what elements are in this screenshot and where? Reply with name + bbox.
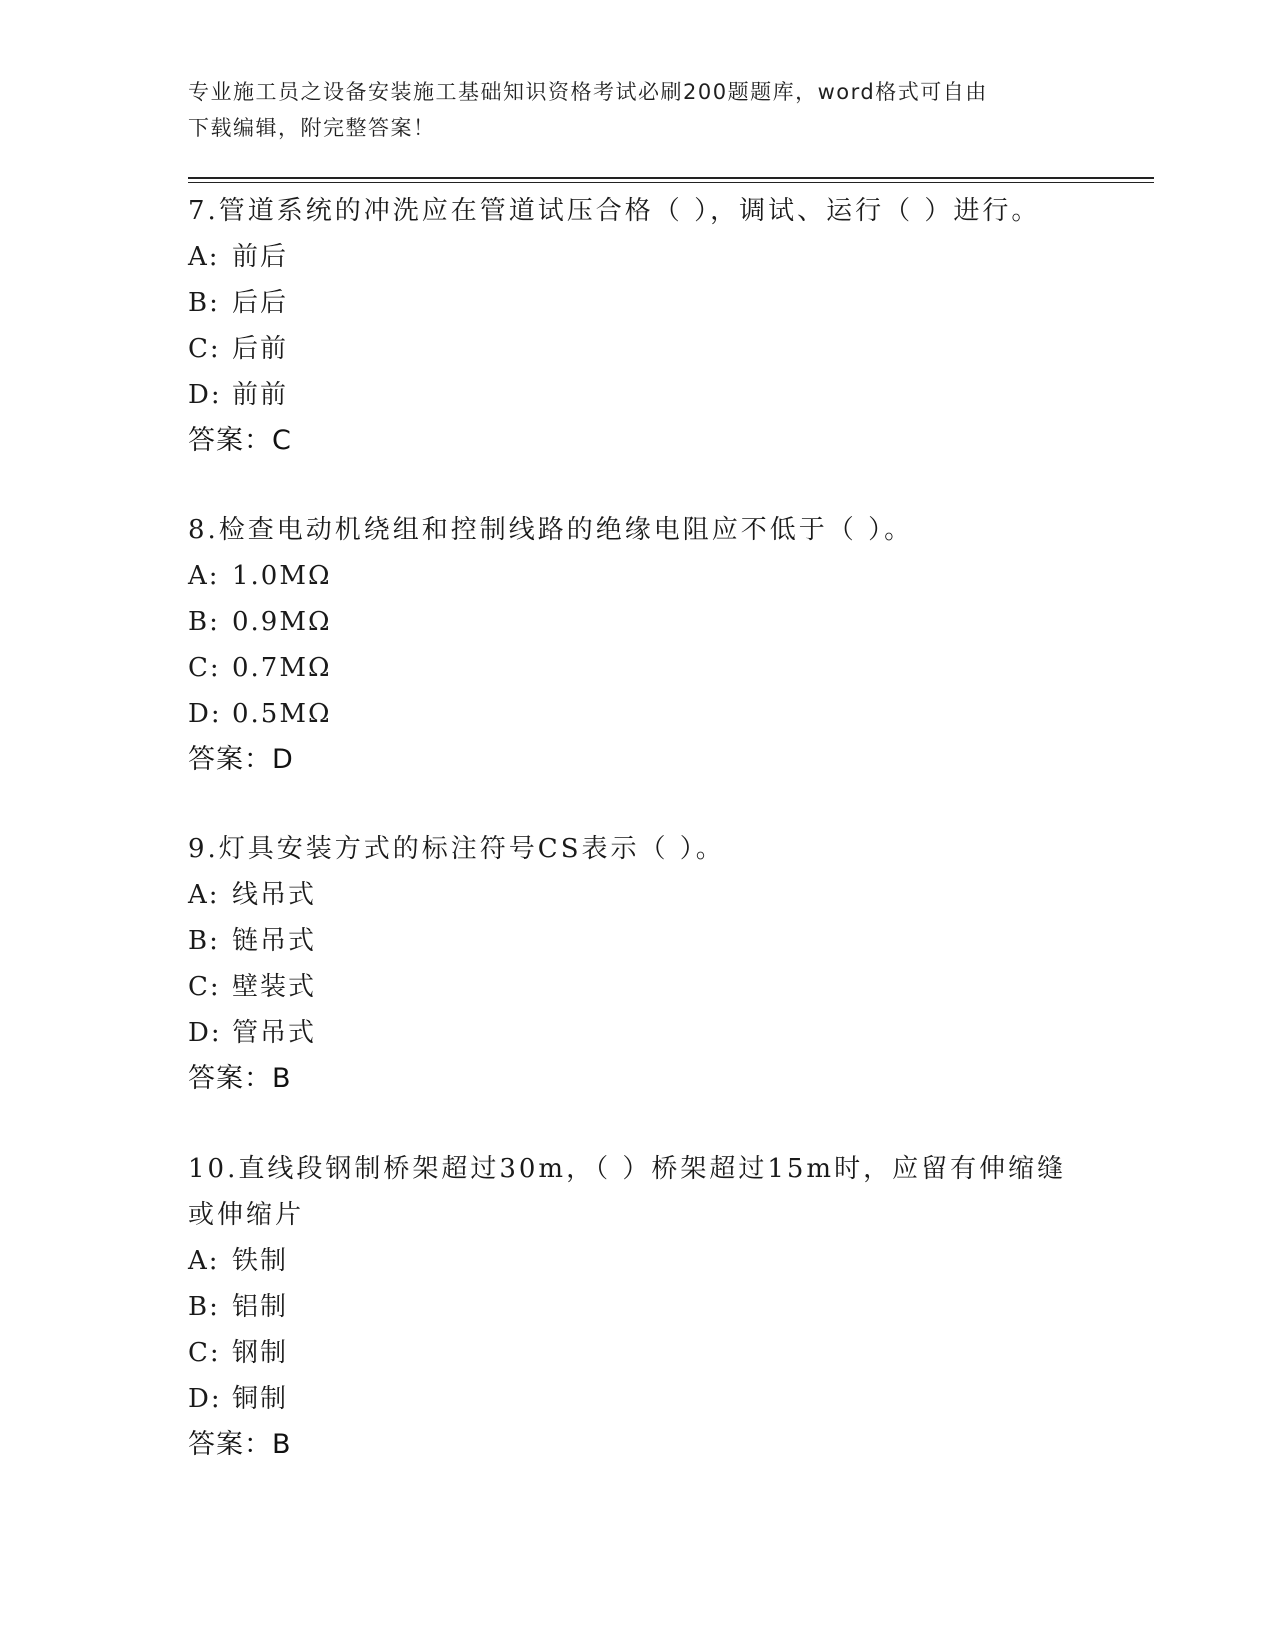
option-text: 链吊式 <box>232 926 317 956</box>
option-key: A: <box>188 880 220 910</box>
option-key: A: <box>188 242 220 272</box>
option-key: C: <box>188 334 221 364</box>
option-d <box>188 691 1088 737</box>
question-9 <box>188 826 1088 1102</box>
option-key: D: <box>188 1384 222 1414</box>
option-key: B: <box>188 607 220 637</box>
header-line-2: 下载编辑，附完整答案！ <box>188 116 436 140</box>
option-a <box>188 1238 1088 1284</box>
option-b <box>188 1284 1088 1330</box>
header-line-1: 专业施工员之设备安装施工基础知识资格考试必刷200题题库，word格式可自由 <box>188 80 988 104</box>
option-key: B: <box>188 1292 220 1322</box>
question-7 <box>188 188 1088 464</box>
option-d <box>188 1376 1088 1422</box>
question-stem: 9.灯具安装方式的标注符号CS表示（ ）。 <box>188 834 725 864</box>
option-c <box>188 326 1088 372</box>
question-10 <box>188 1146 1088 1468</box>
option-key: A: <box>188 1246 220 1276</box>
option-text: 后后 <box>232 288 289 318</box>
option-a <box>188 553 1088 599</box>
option-c <box>188 964 1088 1010</box>
header-divider-thin <box>188 182 1154 183</box>
option-key: B: <box>188 288 220 318</box>
question-stem: 8.检查电动机绕组和控制线路的绝缘电阻应不低于（ ）。 <box>188 515 914 545</box>
option-b <box>188 918 1088 964</box>
option-text: 前后 <box>232 242 289 272</box>
question-8 <box>188 507 1088 783</box>
option-key: C: <box>188 1338 221 1368</box>
option-key: A: <box>188 561 220 591</box>
answer-line: 答案：D <box>188 744 294 775</box>
option-text: 铝制 <box>232 1292 289 1322</box>
option-text: 1.0MΩ <box>232 561 332 591</box>
option-text: 铜制 <box>232 1384 289 1414</box>
option-b <box>188 280 1088 326</box>
option-text: 后前 <box>232 334 289 364</box>
document-header <box>188 74 1068 146</box>
option-key: D: <box>188 699 222 729</box>
option-c <box>188 1330 1088 1376</box>
option-d <box>188 1010 1088 1056</box>
option-key: C: <box>188 972 221 1002</box>
option-key: D: <box>188 380 222 410</box>
option-text: 前前 <box>232 380 289 410</box>
option-key: B: <box>188 926 220 956</box>
option-text: 0.5MΩ <box>232 699 332 729</box>
option-text: 管吊式 <box>232 1018 317 1048</box>
option-text: 壁装式 <box>232 972 317 1002</box>
option-text: 0.9MΩ <box>232 607 332 637</box>
header-divider-thick <box>188 177 1154 179</box>
question-stem: 10.直线段钢制桥架超过30m，（ ）桥架超过15m时，应留有伸缩缝或伸缩片 <box>188 1154 1067 1230</box>
option-a <box>188 234 1088 280</box>
option-b <box>188 599 1088 645</box>
answer-line: 答案：B <box>188 1429 292 1460</box>
question-stem: 7.管道系统的冲洗应在管道试压合格（ ），调试、运行（ ）进行。 <box>188 196 1041 226</box>
answer-line: 答案：B <box>188 1063 292 1094</box>
option-text: 铁制 <box>232 1246 289 1276</box>
answer-line: 答案：C <box>188 425 292 456</box>
option-a <box>188 872 1088 918</box>
option-text: 线吊式 <box>232 880 317 910</box>
option-key: C: <box>188 653 221 683</box>
option-text: 0.7MΩ <box>232 653 332 683</box>
option-c <box>188 645 1088 691</box>
option-text: 钢制 <box>232 1338 289 1368</box>
option-d <box>188 372 1088 418</box>
option-key: D: <box>188 1018 222 1048</box>
